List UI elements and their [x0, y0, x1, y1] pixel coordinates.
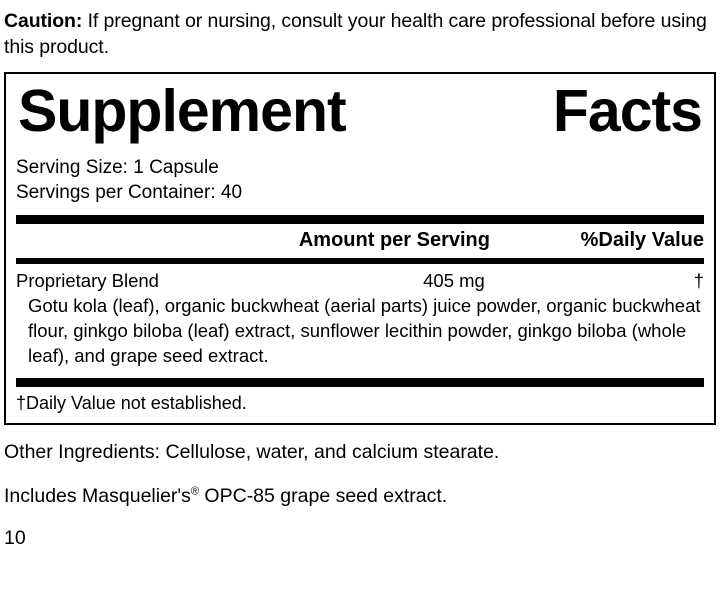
row-daily-value: †	[693, 270, 704, 291]
serving-information	[16, 155, 704, 205]
caution-paragraph	[4, 8, 716, 60]
row-name: Proprietary Blend	[16, 270, 159, 291]
panel-footnote: †Daily Value not established.	[16, 393, 247, 413]
servings-per-container: Servings per Container: 40	[16, 182, 243, 203]
includes-pre: Includes Masquelier's	[4, 485, 191, 507]
column-header-row	[16, 224, 704, 258]
serving-size: Serving Size: 1 Capsule	[16, 157, 219, 178]
page-number: 10	[4, 527, 26, 549]
caution-label: Caution:	[4, 10, 83, 32]
table-row	[16, 264, 704, 292]
column-header-daily-value: %Daily Value	[580, 229, 704, 251]
registered-trademark-symbol: ®	[190, 485, 200, 498]
panel-title-word-facts: Facts	[552, 78, 702, 144]
column-header-amount: Amount per Serving	[298, 229, 490, 251]
caution-text: If pregnant or nursing, consult your health care professional before using this product.	[4, 10, 707, 58]
below-panel-text	[4, 439, 716, 551]
supplement-facts-panel	[4, 72, 716, 425]
panel-title-word-supplement: Supplement	[18, 78, 346, 144]
supplement-facts-label	[0, 8, 720, 607]
divider-thick-top	[16, 215, 704, 224]
includes-statement	[4, 483, 716, 509]
other-ingredients: Other Ingredients: Cellulose, water, and calcium stearate.	[4, 441, 500, 463]
includes-post: OPC-85 grape seed extract.	[199, 485, 448, 507]
row-description: Gotu kola (leaf), organic buckwheat (aerial parts) juice powder, organic buckwheat flour, ginkgo biloba (leaf) extract, sunflower lecithin powder, ginkgo biloba (whole leaf), and grape seed extract.	[28, 295, 701, 366]
divider-thick-bottom	[16, 378, 704, 387]
panel-title	[18, 78, 702, 144]
row-amount: 405 mg	[423, 270, 485, 291]
